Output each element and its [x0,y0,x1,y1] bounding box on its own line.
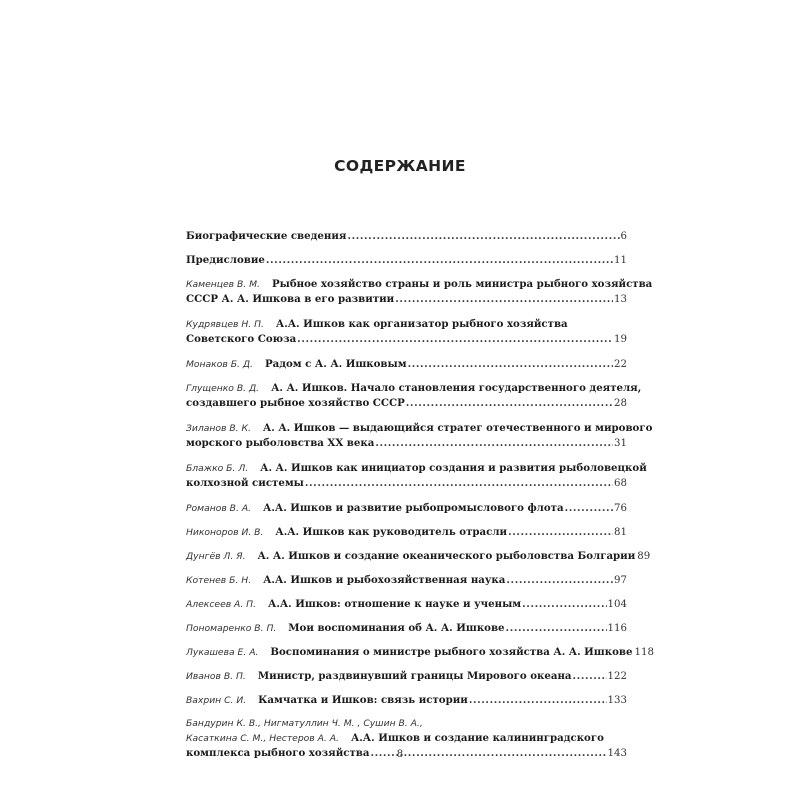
toc-title: СОДЕРЖАНИЕ [334,157,466,175]
toc-entry-author: Монаков Б. Д. [186,359,253,370]
toc-entry-page: 19 [614,334,627,345]
toc-entry-line [186,731,627,746]
toc-entry-author: Вахрин С. И. [186,695,247,706]
toc-entry-line [186,573,627,588]
toc-entry-title: Предисловие [186,254,265,266]
dot-leader [469,693,607,707]
toc-entry-page: 143 [607,748,627,759]
toc-entry-line [186,645,654,660]
toc-entry-author: Романов В. А. [186,503,252,514]
toc-entry[interactable] [186,669,627,684]
dot-leader [508,525,613,539]
toc-entry[interactable] [186,229,627,244]
toc-entry-line [186,229,627,244]
toc-entry-author: Дунгёв Л. Я. [186,551,246,562]
dot-leader [347,229,619,243]
toc-entry-title: А.А. Ишков и рыбохозяйственная наука [263,574,506,586]
toc-entry-page: 133 [607,695,627,706]
toc-entry-author: Пономаренко В. П. [186,623,277,634]
toc-entry-page: 81 [614,527,627,538]
toc-entry-author: Блажко Б. Л. [186,463,249,474]
toc-entry-author: Лукашева Е. А. [186,647,259,658]
toc-entry-title: А. А. Ишков как инициатор создания и развития рыболовецкой [260,462,647,474]
toc-entry[interactable] [186,501,627,516]
toc-entry-line [186,436,627,451]
toc-entry-line [186,549,651,564]
toc-entry-page: 104 [607,599,627,610]
toc-entry[interactable] [186,621,627,636]
toc-entry-title: СССР А. А. Ишкова в его развитии [186,293,395,305]
toc-entry-author: Алексеев А. П. [186,599,257,610]
toc-entry-title: Рыбное хозяйство страны и роль министра рыбного хозяйства [271,278,653,290]
toc-entry[interactable] [186,597,627,612]
toc-entry-author: Бандурин К. В., Нигматуллин Ч. М. , Сушин В. А., [186,718,423,729]
toc-entry-line [186,476,627,491]
dot-leader [565,501,613,515]
dot-leader [375,436,613,450]
toc-entry[interactable] [186,317,627,347]
toc-entry-title: колхозной системы [186,477,304,489]
toc-entry-page: 76 [614,503,627,514]
toc-entry[interactable] [186,357,627,372]
toc-entry-author: Каменцев В. М. [186,279,260,290]
toc-entry-title: А.А. Ишков и развитие рыбопромыслового флота [263,502,564,514]
toc-entry[interactable] [186,549,651,564]
toc-entry-title: А. А. Ишков — выдающийся стратег отечественного и мирового [262,422,653,434]
dot-leader [506,621,607,635]
toc-entry-title: Радом с А. А. Ишковым [264,358,407,370]
toc-entry-page: 116 [607,623,627,634]
toc-entry-page: 122 [607,671,627,682]
toc-entry-line [186,597,627,612]
toc-entry[interactable] [186,253,627,268]
toc-entry-page: 28 [614,398,627,409]
dot-leader [408,357,613,371]
toc-entry-page: 22 [614,359,627,370]
toc-entry-title: А.А. Ишков: отношение к науке и ученым [268,598,522,610]
toc-entry-title: А.А. Ишков и создание калининградского [350,732,604,744]
page-number: 8 [396,748,404,760]
toc-entry-line [186,501,627,516]
toc-entry-page: 97 [614,575,627,586]
toc-entry-page: 11 [614,255,627,266]
toc-entry-author: Кудрявцев Н. П. [186,319,264,330]
toc-entry-line [186,381,642,396]
toc-entry-page: 31 [614,438,627,449]
table-of-contents [186,229,654,771]
toc-entry-page: 68 [614,478,627,489]
toc-entry[interactable] [186,277,653,307]
toc-entry-line [186,253,627,268]
toc-entry-title: комплекса рыбного хозяйства [186,747,370,759]
toc-entry-title: Камчатка и Ишков: связь истории [258,694,468,706]
toc-entry-line [186,621,627,636]
toc-entry-author: Иванов В. П. [186,671,246,682]
dot-leader [266,253,613,267]
toc-entry-line [186,317,627,332]
toc-entry-title: Министр, раздвинувший границы Мирового океана [257,670,572,682]
toc-entry-line [186,396,627,411]
toc-entry-line [186,292,627,307]
toc-entry-author-line [186,717,627,731]
toc-entry-author: Никоноров И. В. [186,527,264,538]
toc-entry-title: А. А. Ишков. Начало становления государственного деятеля, [271,382,642,394]
toc-entry-title: Воспоминания о министре рыбного хозяйства А. А. Ишкове [270,646,633,658]
toc-entry-author: Глущенко В. Д. [186,383,260,394]
toc-entry-title: создавшего рыбное хозяйство СССР [186,397,405,409]
toc-entry-title: Мои воспоминания об А. А. Ишкове [288,622,505,634]
toc-entry-title: А.А. Ишков как организатор рыбного хозяйства [275,318,568,330]
toc-entry[interactable] [186,645,654,660]
toc-entry-author: Котенев Б. Н. [186,575,252,586]
toc-entry-page: 13 [614,294,627,305]
toc-entry-line [186,277,653,292]
dot-leader [305,476,613,490]
toc-entry[interactable] [186,525,627,540]
dot-leader [406,396,613,410]
toc-entry-line [186,461,647,476]
toc-entry-line [186,357,627,372]
dot-leader [522,597,606,611]
toc-entry-line [186,669,627,684]
toc-entry-title: Биографические сведения [186,230,347,242]
toc-entry-line [186,693,627,708]
toc-entry-page: 89 [637,551,651,562]
dot-leader [297,332,613,346]
toc-entry-title: А.А. Ишков как руководитель отрасли [275,526,508,538]
toc-entry[interactable] [186,421,653,451]
toc-entry[interactable] [186,573,627,588]
toc-entry-page: 6 [620,231,627,242]
toc-entry[interactable] [186,381,642,411]
toc-entry-title: морского рыболовства XX века [186,437,375,449]
toc-entry-author: Касаткина С. М., Нестеров А. А. [186,733,339,744]
toc-entry-title: Советского Союза [186,333,297,345]
toc-entry-page: 118 [634,647,654,658]
toc-entry-author: Зиланов В. К. [186,423,251,434]
toc-entry[interactable] [186,461,647,491]
toc-entry-title: А. А. Ишков и создание океанического рыболовства Болгарии [257,550,636,562]
dot-leader [506,573,613,587]
toc-entry-line [186,332,627,347]
dot-leader [573,669,607,683]
toc-entry-line [186,421,653,436]
toc-entry[interactable] [186,693,627,708]
toc-entry-line [186,525,627,540]
dot-leader [395,292,613,306]
